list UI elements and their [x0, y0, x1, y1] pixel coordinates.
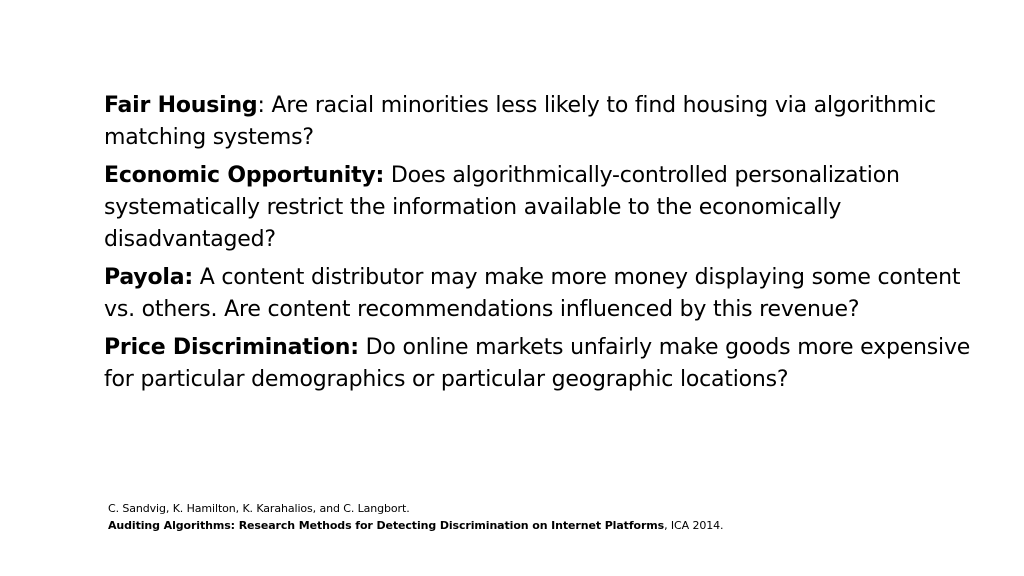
- question-text: Do online markets unfairly make goods more expensive for particular demographics or particular geographic locations?: [104, 335, 971, 392]
- term-fair-housing: Fair Housing: [104, 93, 258, 118]
- citation-title: Auditing Algorithms: Research Methods for Detecting Discrimination on Internet Platforms: [108, 519, 665, 532]
- term-economic-opportunity: Economic Opportunity:: [104, 163, 385, 188]
- question-text: Are racial minorities less likely to find housing via algorithmic matching systems?: [104, 93, 936, 150]
- separator: [384, 163, 391, 188]
- question-payola: [104, 262, 984, 326]
- question-fair-housing: [104, 90, 984, 154]
- question-list: [104, 90, 984, 402]
- term-payola: Payola:: [104, 265, 193, 290]
- separator: :: [257, 93, 272, 118]
- question-text: A content distributor may make more money displaying some content vs. others. Are content recommendations influenced by this revenue?: [104, 265, 961, 322]
- term-price-discrimination: Price Discrimination:: [104, 335, 359, 360]
- citation: [108, 500, 988, 534]
- question-price-discrimination: [104, 332, 984, 396]
- citation-reference: [108, 517, 988, 534]
- separator: [193, 265, 200, 290]
- separator: [359, 335, 366, 360]
- question-text: Does algorithmically-controlled personalization systematically restrict the information available to the economically disadvantaged?: [104, 163, 900, 252]
- question-economic-opportunity: [104, 160, 984, 256]
- citation-venue: , ICA 2014.: [664, 519, 724, 532]
- citation-authors: C. Sandvig, K. Hamilton, K. Karahalios, and C. Langbort.: [108, 502, 410, 515]
